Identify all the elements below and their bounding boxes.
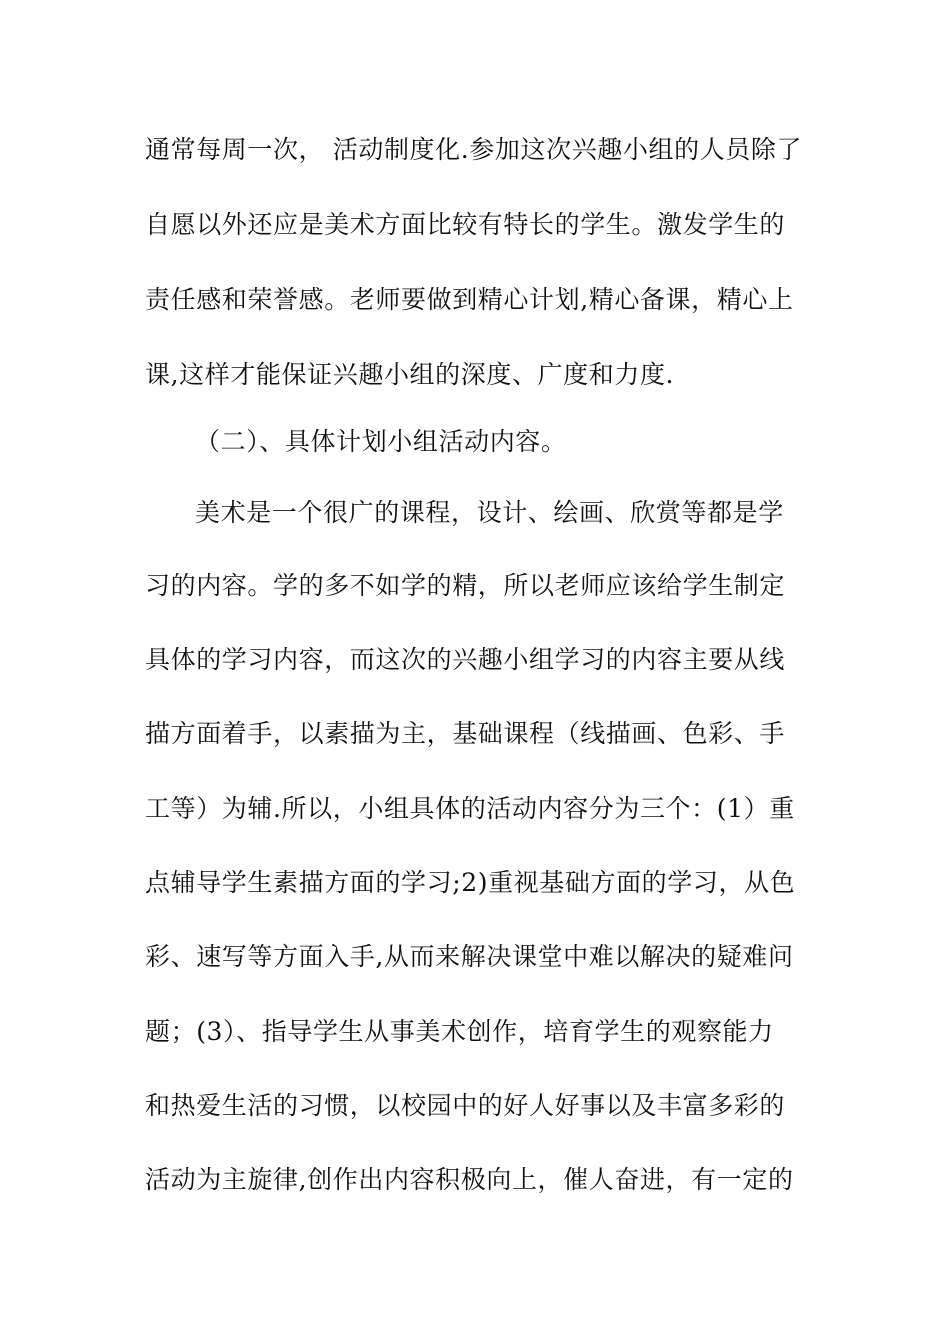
paragraph-line: 课,这样才能保证兴趣小组的深度、广度和力度. xyxy=(145,360,675,389)
paragraph-line: 题；(3）、指导学生从事美术创作，培育学生的观察能力 xyxy=(145,1017,774,1046)
paragraph-line: 责任感和荣誉感。老师要做到精心计划,精心备课，精心上 xyxy=(145,285,794,314)
paragraph-line: 描方面着手，以素描为主，基础课程（线描画、色彩、手 xyxy=(145,719,786,748)
paragraph-line: 活动为主旋律,创作出内容积极向上，催人奋进，有一定的 xyxy=(145,1165,794,1194)
paragraph-line: 自愿以外还应是美术方面比较有特长的学生。激发学生的 xyxy=(145,210,786,239)
section-heading: （二）、具体计划小组活动内容。 xyxy=(195,427,567,456)
paragraph-line: 具体的学习内容，而这次的兴趣小组学习的内容主要从线 xyxy=(145,645,786,674)
paragraph-line: 彩、速写等方面入手,从而来解决课堂中难以解决的疑难问 xyxy=(145,942,794,971)
paragraph-line: 习的内容。学的多不如学的精，所以老师应该给学生制定 xyxy=(145,571,786,600)
paragraph-line: 通常每周一次， 活动制度化.参加这次兴趣小组的人员除了 xyxy=(145,135,803,164)
paragraph-line: 和热爱生活的习惯，以校园中的好人好事以及丰富多彩的 xyxy=(145,1091,786,1120)
paragraph-line: 工等）为辅.所以，小组具体的活动内容分为三个：(1）重 xyxy=(145,794,795,823)
paragraph-line: 点辅导学生素描方面的学习;2)重视基础方面的学习，从色 xyxy=(145,868,796,897)
paragraph-line: 美术是一个很广的课程，设计、绘画、欣赏等都是学 xyxy=(195,498,784,527)
